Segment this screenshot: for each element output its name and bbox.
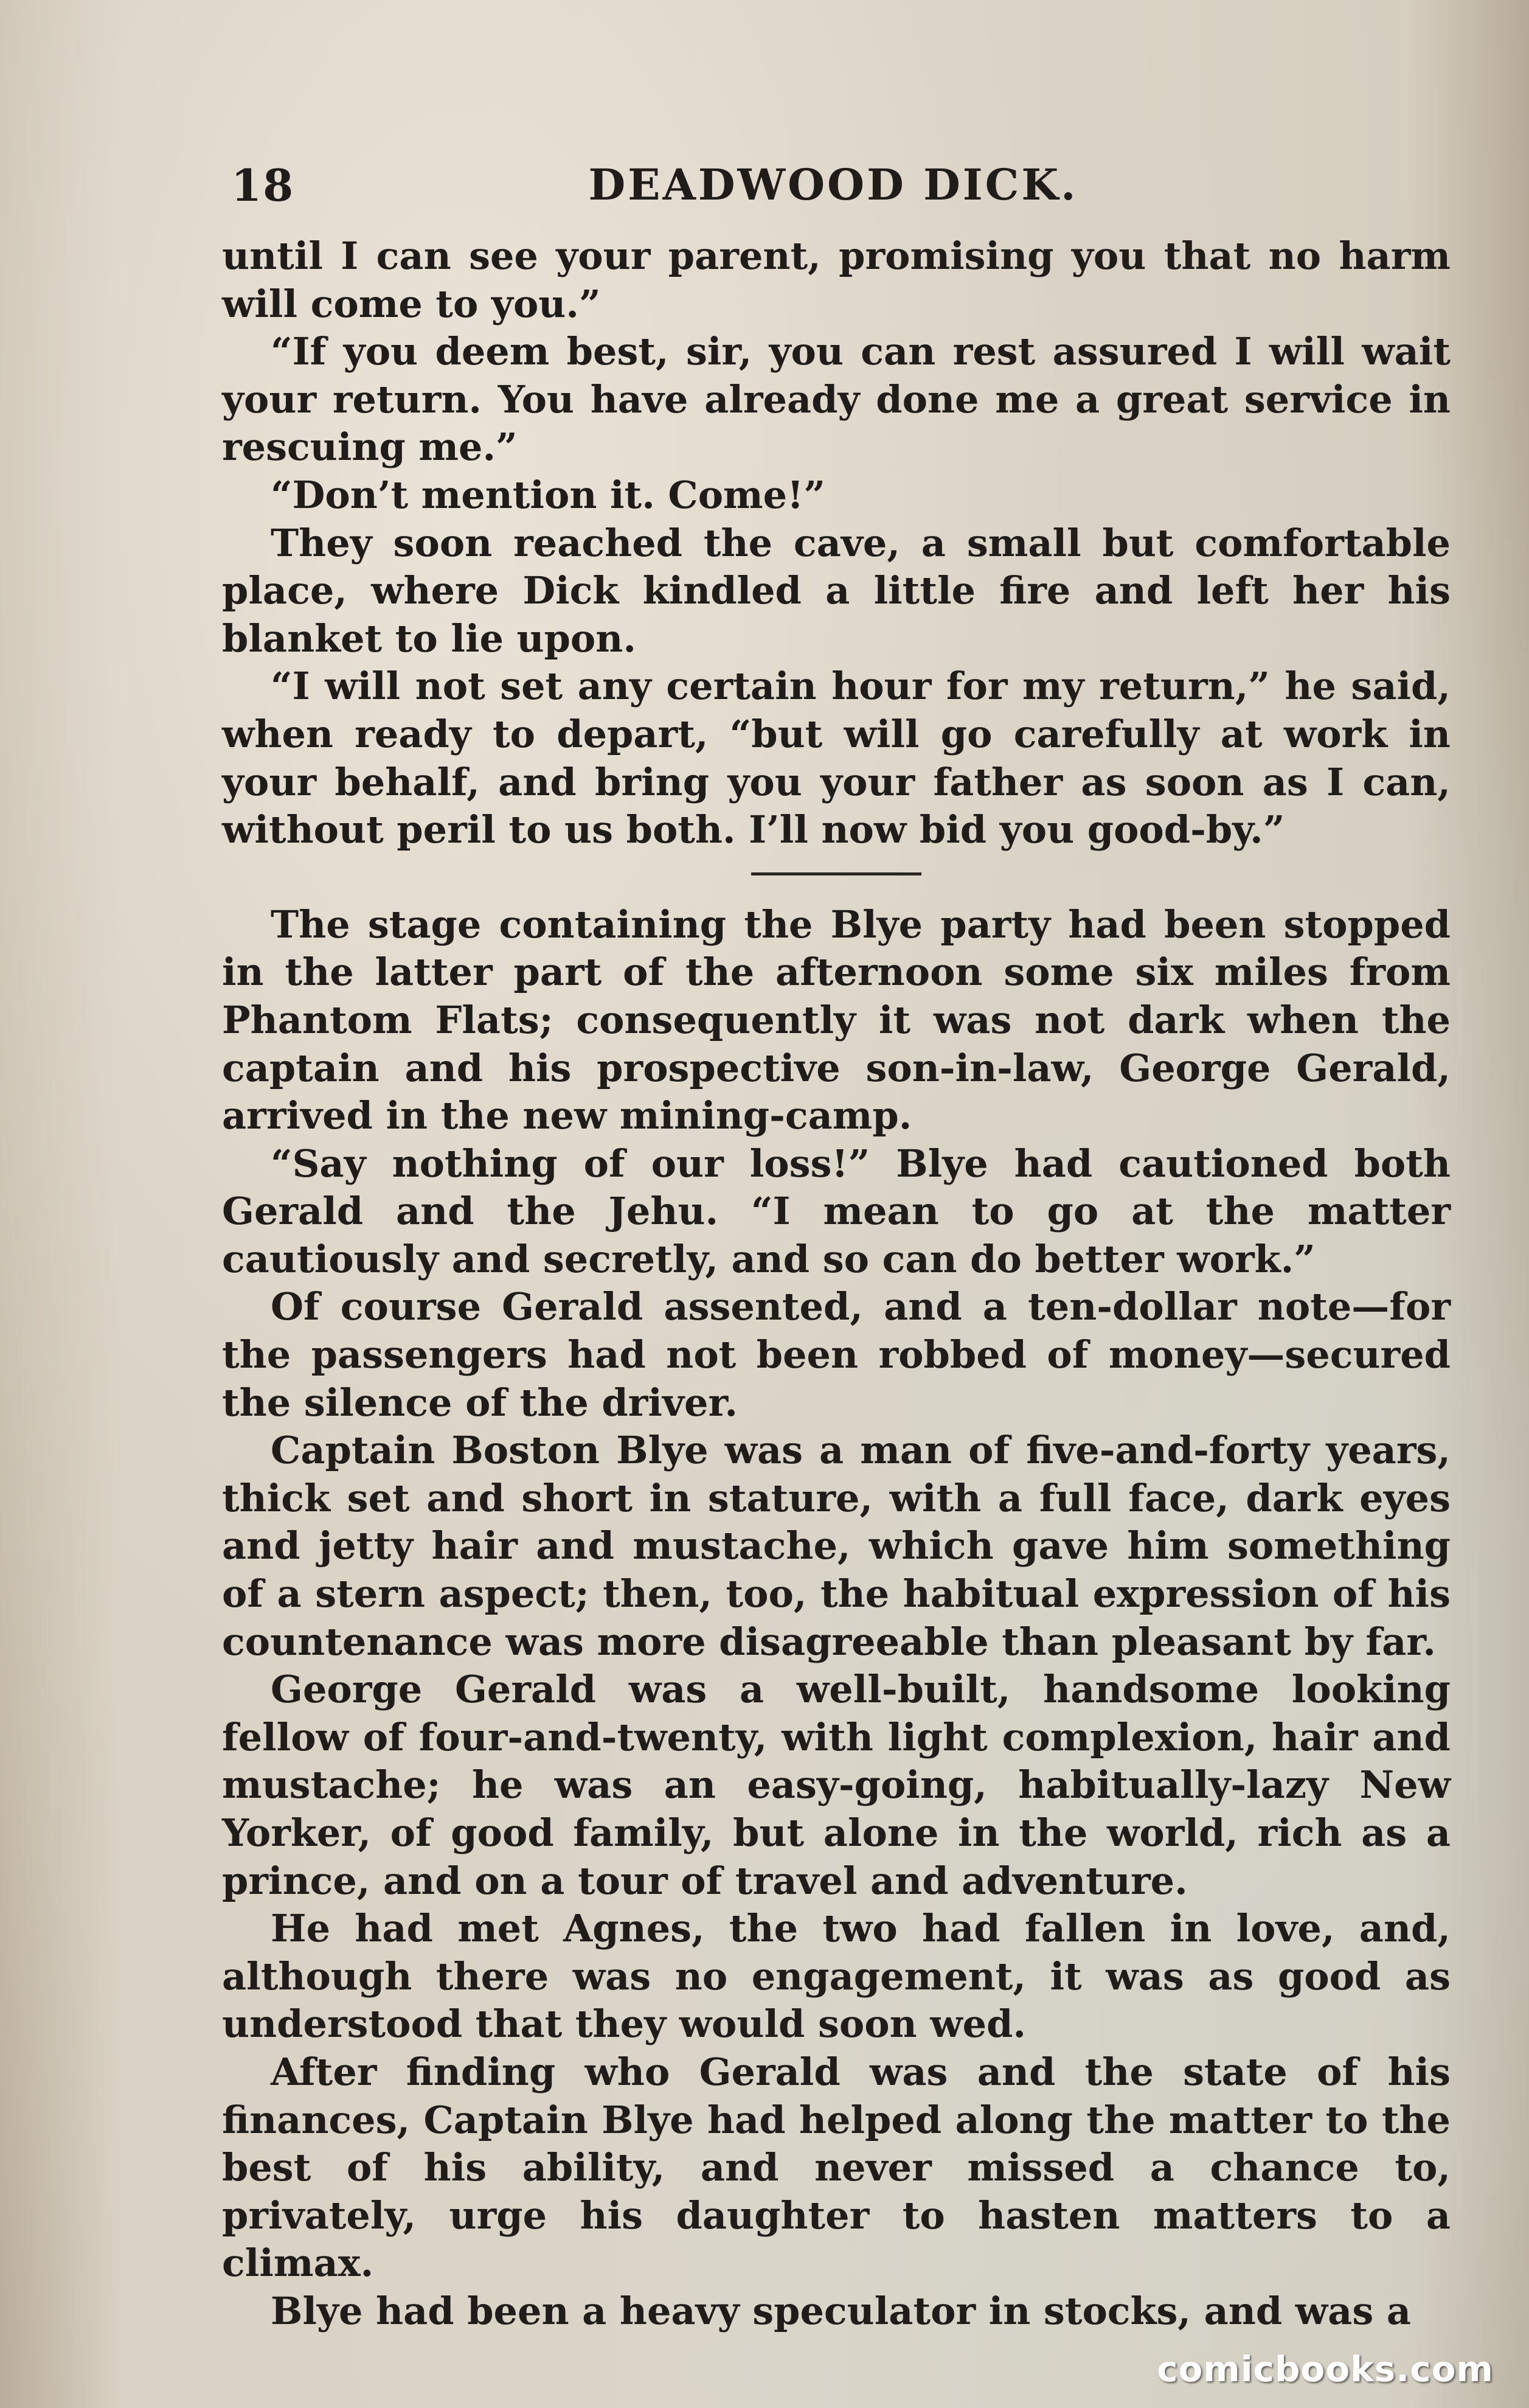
body-text (222, 232, 1451, 2336)
paragraph: Captain Boston Blye was a man of five-and-forty years, thick set and short in stature, with a full face, dark eyes and jetty hair and mustache, which gave him something of a stern aspect; then, too, the habitual expression of his countenance was more disagreeable than pleasant by far. (222, 1428, 1451, 1664)
running-title: DEADWOOD DICK. (588, 159, 1078, 210)
section-break-rule (751, 872, 921, 875)
paragraph: until I can see your parent, promising you that no harm will come to you.” (222, 234, 1451, 326)
page-number: 18 (231, 159, 295, 211)
running-head (207, 159, 1460, 214)
paragraph: Of course Gerald assented, and a ten-dollar note—for the passengers had not been robbed of money—secured the silence of the driver. (222, 1284, 1451, 1425)
paragraph: The stage containing the Blye party had been stopped in the latter part of the afternoon some six miles from Phantom Flats; consequently it was not dark when the captain and his prospective son-in-law, George Gerald, arrived in the new mining-camp. (222, 902, 1451, 1138)
paragraph: “Don’t mention it. Come!” (271, 472, 825, 517)
paragraph: He had met Agnes, the two had fallen in love, and, although there was no engagement, it was as good as understood that they would soon wed. (222, 1906, 1451, 2047)
paragraph: After finding who Gerald was and the state of his finances, Captain Blye had helped along the matter to the best of his ability, and never missed a chance to, privately, urge his daughter to hasten matters to a climax. (222, 2049, 1451, 2286)
paragraph: They soon reached the cave, a small but comfortable place, where Dick kindled a little fire and left her his blanket to lie upon. (222, 520, 1451, 661)
site-watermark: comicbooks.com (1157, 2348, 1494, 2390)
paragraph: “I will not set any certain hour for my return,” he said, when ready to depart, “but will go carefully at work in your behalf, and bring you your father as soon as I can, without peril to us both. I’ll now bid you good-by.” (222, 664, 1451, 852)
paragraph: George Gerald was a well-built, handsome looking fellow of four-and-twenty, with light complexion, hair and mustache; he was an easy-going, habitually-lazy New Yorker, of good family, but alone in the world, rich as a prince, and on a tour of travel and adventure. (222, 1667, 1451, 1903)
paragraph: “If you deem best, sir, you can rest assured I will wait your return. You have already done me a great service in rescuing me.” (222, 329, 1451, 470)
paragraph: Blye had been a heavy speculator in stocks, and was a (271, 2288, 1411, 2333)
paragraph: “Say nothing of our loss!” Blye had cautioned both Gerald and the Jehu. “I mean to go at the matter cautiously and secretly, and so can do better work.” (222, 1141, 1451, 1281)
